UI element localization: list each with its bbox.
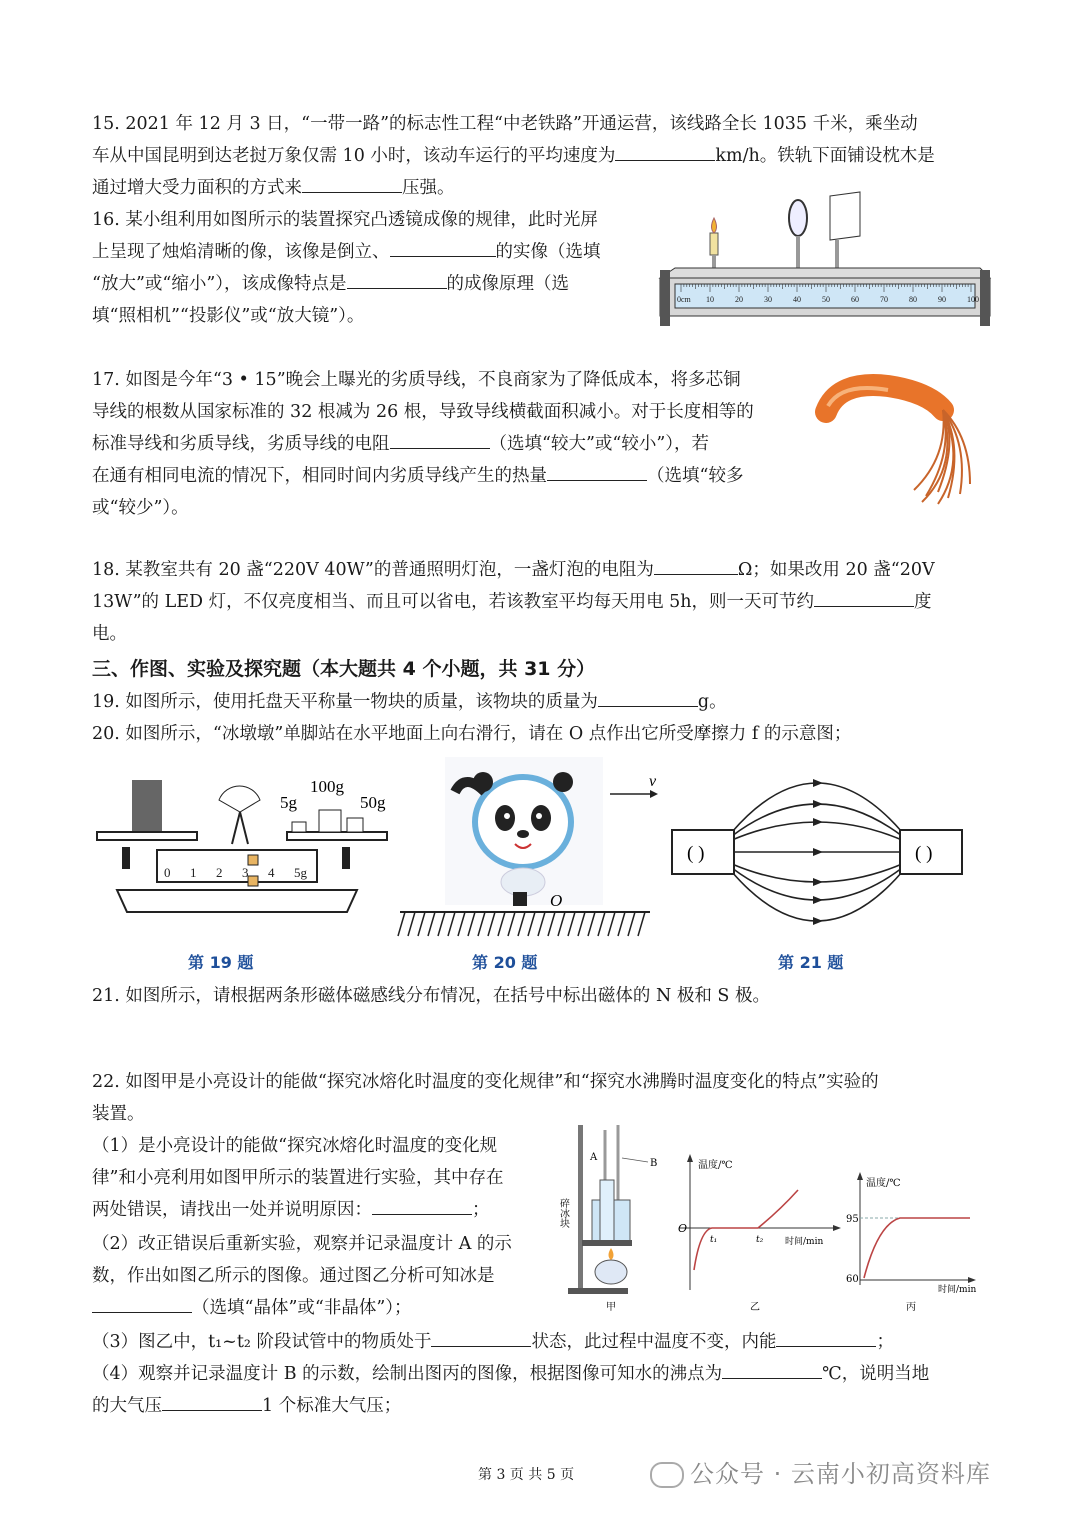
experiment-figure — [557, 1120, 985, 1320]
mascot-figure — [395, 752, 670, 942]
balance-scale-label: 4 — [268, 865, 275, 880]
ruler-label: 60 — [851, 295, 859, 304]
weight-100g-label: 100g — [310, 777, 344, 796]
ruler-label: 20 — [735, 295, 743, 304]
q16-line4: 填“照相机”“投影仪”或“放大镜”）。 — [92, 306, 365, 326]
q19-b: g。 — [697, 692, 727, 712]
q16-l2a: 上呈现了烛焰清晰的像，该像是倒立、 — [92, 242, 390, 262]
q17-line1: 17. 如图是今年“3 • 15”晚会上曝光的劣质导线，不良商家为了降低成本，将多芯铜 — [92, 370, 741, 390]
q22-p5a: 的大气压 — [92, 1396, 162, 1416]
q16-line3 — [92, 268, 652, 300]
q20-text: 20. 如图所示，“冰墩墩”单脚站在水平地面上向右滑行，请在 O 点作出它所受摩擦力 f 的示意图； — [92, 724, 852, 744]
bing-ylabel: 温度/℃ — [866, 1178, 901, 1189]
q22-p4a: （4）观察并记录温度计 B 的示数，绘制出图丙的图像，根据图像可知水的沸点为 — [92, 1364, 723, 1384]
ground-hatch-line — [408, 912, 415, 936]
balance-scale-label: 5g — [294, 865, 307, 880]
right-magnet-bracket[interactable]: ( ) — [915, 843, 933, 864]
ground-hatch-line — [558, 912, 565, 936]
q22-blank-state[interactable] — [431, 1326, 531, 1347]
q18-blank-resistance[interactable] — [654, 554, 738, 575]
ground-hatch-line — [478, 912, 485, 936]
q22-p2a: （2）改正错误后重新实验，观察并记录温度计 A 的示 — [92, 1234, 512, 1254]
q15-line2 — [92, 140, 992, 172]
q16-blank-size[interactable] — [390, 236, 496, 257]
q15-blank-pressure[interactable] — [302, 172, 402, 193]
yi-ylabel: 温度/℃ — [698, 1160, 733, 1171]
q19-text — [92, 686, 992, 718]
ruler-label: 80 — [909, 295, 917, 304]
weight-50g-label: 50g — [360, 793, 386, 812]
ground-hatch-line — [398, 912, 405, 936]
magnet-field-figure — [667, 752, 967, 942]
q17-l4a: 在通有相同电流的情况下，相同时间内劣质导线产生的热量 — [92, 466, 547, 486]
ruler-label: 10 — [706, 295, 714, 304]
balance-figure — [92, 752, 386, 924]
q17-line2: 导线的根数从国家标准的 32 根减为 26 根，导致导线横截面积减小。对于长度相等的 — [92, 402, 754, 422]
q22-blank-energy[interactable] — [776, 1326, 876, 1347]
ground-hatch-line — [508, 912, 515, 936]
ground-hatch-line — [588, 912, 595, 936]
q17-blank-heat[interactable] — [547, 460, 647, 481]
q22-p2b: 数，作出如图乙所示的图像。通过图乙分析可知冰是 — [92, 1266, 495, 1286]
q22-p4b: ℃，说明当地 — [822, 1364, 930, 1384]
q22-p1c-line — [92, 1194, 562, 1226]
q18-l2b: 度 — [914, 592, 932, 612]
q22-p4-line — [92, 1358, 992, 1390]
q22-p3b: 状态，此过程中温度不变，内能 — [531, 1332, 777, 1352]
q22-p1d: ； — [472, 1200, 490, 1220]
yi-origin: O — [678, 1222, 688, 1235]
q18-l2a: 13W”的 LED 灯，不仅亮度相当、而且可以省电，若该教室平均每天用电 5h，则一天可节约 — [92, 592, 815, 612]
q17-l3b: （选填“较大”或“较小”），若 — [489, 434, 710, 454]
ground-hatch-line — [488, 912, 495, 936]
fig20-caption: 第 20 题 — [472, 953, 538, 972]
ground-hatch-line — [438, 912, 445, 936]
q16-l3b: 的成像原理（选 — [446, 274, 570, 294]
q16-line1: 16. 某小组利用如图所示的装置探究凸透镜成像的规律，此时光屏 — [92, 210, 598, 230]
ground-hatch-line — [608, 912, 615, 936]
caption-jia: 甲 — [606, 1302, 616, 1313]
ground-hatch-line — [428, 912, 435, 936]
weight-5g-label: 5g — [280, 793, 297, 812]
wechat-icon — [650, 1462, 684, 1488]
q22-p2c-line — [92, 1292, 562, 1324]
label-b: B — [650, 1158, 658, 1169]
ground-hatch-line — [538, 912, 545, 936]
q19-blank-mass[interactable] — [598, 686, 698, 707]
q22-p3a: （3）图乙中，t₁~t₂ 阶段试管中的物质处于 — [92, 1332, 432, 1352]
q22-p5-line — [92, 1390, 992, 1422]
balance-scale-label: 2 — [216, 865, 223, 880]
ground-hatch-line — [468, 912, 475, 936]
ground-hatch-line — [548, 912, 555, 936]
q22-blank-error[interactable] — [372, 1194, 472, 1215]
q22-p5b: 1 个标准大气压； — [262, 1396, 402, 1416]
ruler-label: 0cm — [677, 295, 691, 304]
optical-bench-figure — [655, 188, 995, 330]
velocity-label: v — [649, 773, 657, 790]
q18-l1b: Ω；如果改用 20 盏“20V — [737, 560, 935, 580]
ground-hatch-line — [638, 912, 645, 936]
q15-blank-speed[interactable] — [615, 140, 715, 161]
ground-hatch-line — [418, 912, 425, 936]
q22-p1b: 律”和小亮利用如图甲所示的装置进行实验，其中存在 — [92, 1168, 504, 1188]
yi-t1: t₁ — [710, 1235, 718, 1245]
caption-yi: 乙 — [750, 1302, 760, 1313]
ground-hatch-line — [598, 912, 605, 936]
q18-line1 — [92, 554, 992, 586]
page-number: 第 3 页 共 5 页 — [478, 1467, 575, 1483]
q18-l1a: 18. 某教室共有 20 盏“220V 40W”的普通照明灯泡，一盏灯泡的电阻为 — [92, 560, 654, 580]
q17-line3 — [92, 428, 812, 460]
q22-blank-crystal[interactable] — [92, 1292, 192, 1313]
ground-hatch-line — [518, 912, 525, 936]
ground-hatch-line — [448, 912, 455, 936]
q16-l2b: 的实像（选填 — [495, 242, 601, 262]
section-heading: 三、作图、实验及探究题（本大题共 4 个小题，共 31 分） — [92, 658, 596, 680]
q16-line2 — [92, 236, 652, 268]
ground-hatch-line — [578, 912, 585, 936]
ruler-label: 70 — [880, 295, 888, 304]
left-magnet-bracket[interactable]: ( ) — [687, 843, 705, 864]
ruler-label: 40 — [793, 295, 801, 304]
q22-p1c: 两处错误，请找出一处并说明原因： — [92, 1200, 372, 1220]
q22-blank-boiling[interactable] — [722, 1358, 822, 1379]
ground-hatch-line — [618, 912, 625, 936]
q15-l2a: 车从中国昆明到达老挝万象仅需 10 小时，该动车运行的平均速度为 — [92, 146, 616, 166]
balance-scale-label: 1 — [190, 865, 197, 880]
q17-line4 — [92, 460, 812, 492]
ruler-label: 100 — [967, 295, 979, 304]
q15-l3a: 通过增大受力面积的方式来 — [92, 178, 302, 198]
q21-text: 21. 如图所示，请根据两条形磁体磁感线分布情况，在括号中标出磁体的 N 极和 S 极。 — [92, 986, 770, 1006]
ground-hatch-line — [528, 912, 535, 936]
point-o-label: O — [550, 891, 563, 910]
q22-p2c: （选填“晶体”或“非晶体”）； — [192, 1298, 412, 1318]
watermark — [650, 1454, 991, 1489]
ground-hatch-line — [568, 912, 575, 936]
bing-60: 60 — [846, 1274, 859, 1285]
yi-t2: t₂ — [756, 1235, 764, 1245]
q18-line3: 电。 — [92, 624, 127, 644]
label-ice: 碎冰块 — [557, 1198, 569, 1228]
q17-blank-resistance[interactable] — [390, 428, 490, 449]
q15-line1: 15. 2021 年 12 月 3 日，“一带一路”的标志性工程“中老铁路”开通运营，该线路全长 1035 千米，乘坐动 — [92, 114, 918, 134]
balance-scale-label: 0 — [164, 865, 171, 880]
ground-hatch-line — [628, 912, 635, 936]
balance-scale-label: 3 — [242, 865, 249, 880]
watermark-text: 公众号 · 云南小初高资料库 — [690, 1460, 991, 1488]
label-a: A — [590, 1152, 598, 1163]
copper-wire-figure — [818, 372, 978, 512]
q17-l4b: （选填“较多 — [647, 466, 744, 486]
q18-blank-energy[interactable] — [814, 586, 914, 607]
q15-l2b: km/h。铁轨下面铺设枕木是 — [715, 146, 935, 166]
ruler-label: 50 — [822, 295, 830, 304]
ruler-label: 30 — [764, 295, 772, 304]
q16-l3a: “放大”或“缩小”），该成像特点是 — [92, 274, 347, 294]
ground-hatch-line — [498, 912, 505, 936]
fig21-caption: 第 21 题 — [778, 953, 844, 972]
caption-bing: 丙 — [906, 1302, 916, 1313]
q18-line2 — [92, 586, 992, 618]
ruler-label: 90 — [938, 295, 946, 304]
q17-line5: 或“较少”）。 — [92, 498, 189, 518]
q22-line2: 装置。 — [92, 1104, 145, 1124]
q22-line1: 22. 如图甲是小亮设计的能做“探究冰熔化时温度的变化规律”和“探究水沸腾时温度变化的特点”实验的 — [92, 1072, 879, 1092]
ground-hatch-line — [458, 912, 465, 936]
q16-blank-device[interactable] — [347, 268, 447, 289]
bing-95: 95 — [846, 1214, 859, 1225]
q22-p1a: （1）是小亮设计的能做“探究冰熔化时温度的变化规 — [92, 1136, 498, 1156]
bing-xlabel: 时间/min — [938, 1285, 977, 1295]
yi-xlabel: 时间/min — [785, 1237, 824, 1247]
q22-p3c: ； — [876, 1332, 894, 1352]
q22-p3-line — [92, 1326, 992, 1358]
q15-l3b: 压强。 — [402, 178, 455, 198]
q17-l3a: 标准导线和劣质导线，劣质导线的电阻 — [92, 434, 390, 454]
fig19-caption: 第 19 题 — [188, 953, 254, 972]
q22-blank-pressure[interactable] — [162, 1390, 262, 1411]
q19-a: 19. 如图所示，使用托盘天平称量一物块的质量，该物块的质量为 — [92, 692, 598, 712]
